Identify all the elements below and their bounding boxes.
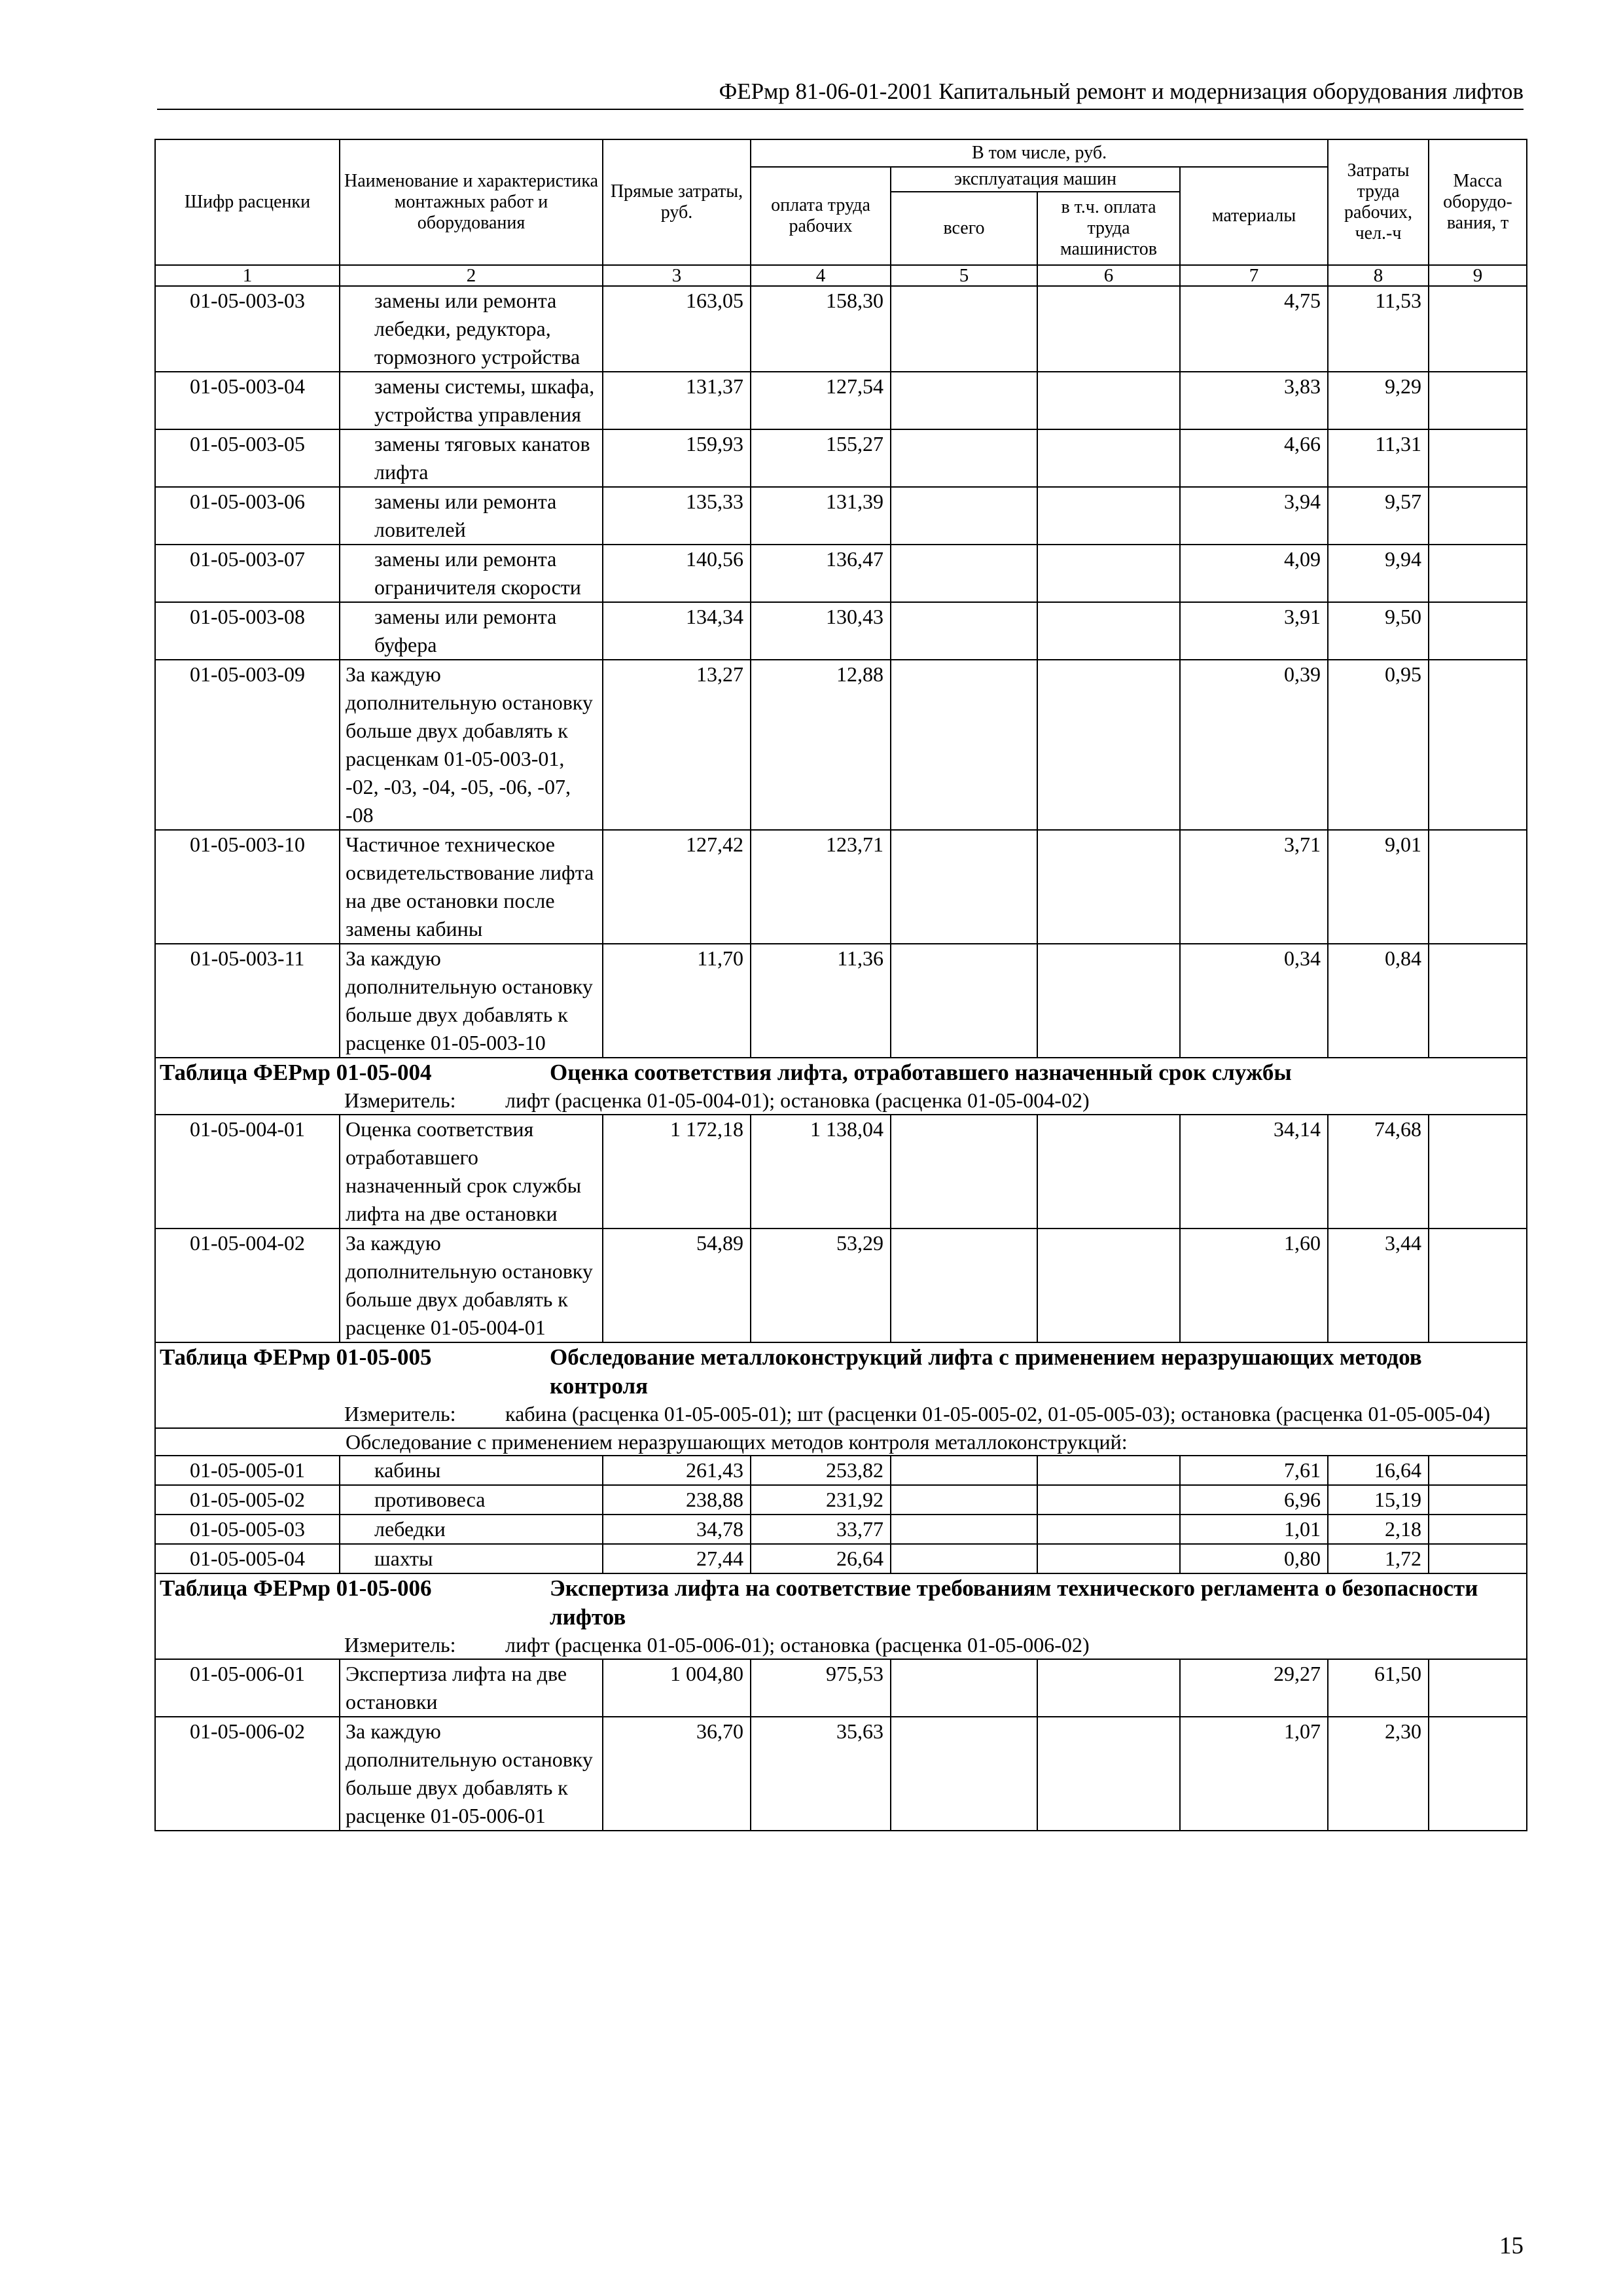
machines-total xyxy=(891,487,1037,545)
materials-cost: 0,80 xyxy=(1180,1544,1328,1573)
rate-code: 01-05-003-04 xyxy=(155,372,340,429)
rate-code: 01-05-003-11 xyxy=(155,944,340,1058)
labor-hours: 1,72 xyxy=(1328,1544,1429,1573)
labor-pay: 975,53 xyxy=(751,1659,891,1717)
meter-label: Измеритель: xyxy=(344,1088,456,1112)
machines-total xyxy=(891,1456,1037,1485)
labor-hours: 0,95 xyxy=(1328,660,1429,830)
materials-cost: 1,07 xyxy=(1180,1717,1328,1831)
machinists-pay xyxy=(1037,487,1180,545)
rate-row xyxy=(155,1544,1527,1573)
rate-code: 01-05-006-01 xyxy=(155,1659,340,1717)
labor-pay: 155,27 xyxy=(751,429,891,487)
machinists-pay xyxy=(1037,1659,1180,1717)
rate-code: 01-05-003-07 xyxy=(155,545,340,602)
machines-total xyxy=(891,545,1037,602)
section-header xyxy=(155,1342,1527,1428)
rate-row xyxy=(155,830,1527,944)
materials-cost: 6,96 xyxy=(1180,1485,1328,1515)
rate-name: замены или ремонта буфера xyxy=(340,602,603,660)
machines-total xyxy=(891,944,1037,1058)
labor-hours: 9,01 xyxy=(1328,830,1429,944)
labor-pay: 26,64 xyxy=(751,1544,891,1573)
table-header xyxy=(155,139,1527,286)
section-header-row xyxy=(155,1342,1527,1428)
col-head-name: Наименование и характеристика монтажных работ и оборудования xyxy=(340,139,603,265)
col-head-code: Шифр расценки xyxy=(155,139,340,265)
labor-pay: 231,92 xyxy=(751,1485,891,1515)
col-number: 4 xyxy=(751,265,891,286)
labor-hours: 15,19 xyxy=(1328,1485,1429,1515)
rate-name: За каждую дополнительную остановку больше двух добавлять к расценкам 01-05-003-01, -02, -03, -04, -05, -06, -07, -08 xyxy=(340,660,603,830)
rate-name: Оценка соответствия отработавшего назначенный срок службы лифта на две остановки xyxy=(340,1115,603,1229)
page-number: 15 xyxy=(1499,2233,1524,2259)
col-number: 3 xyxy=(603,265,751,286)
labor-hours: 9,50 xyxy=(1328,602,1429,660)
labor-pay: 136,47 xyxy=(751,545,891,602)
machinists-pay xyxy=(1037,1515,1180,1544)
materials-cost: 4,66 xyxy=(1180,429,1328,487)
rate-row xyxy=(155,286,1527,372)
labor-hours: 16,64 xyxy=(1328,1456,1429,1485)
machinists-pay xyxy=(1037,944,1180,1058)
meter-text: лифт (расценка 01-05-004-01); остановка (расценка 01-05-004-02) xyxy=(505,1088,1090,1112)
section-id: Таблица ФЕРмр 01-05-004 xyxy=(160,1060,432,1085)
machinists-pay xyxy=(1037,372,1180,429)
labor-hours: 74,68 xyxy=(1328,1115,1429,1229)
section-title: Оценка соответствия лифта, отработавшего назначенный срок службы xyxy=(550,1060,1292,1085)
rate-name: лебедки xyxy=(340,1515,603,1544)
meter-label: Измеритель: xyxy=(344,1402,456,1426)
rate-code: 01-05-003-03 xyxy=(155,286,340,372)
equipment-mass xyxy=(1429,545,1527,602)
subheading: Обследование с применением неразрушающих методов контроля металлоконструкций: xyxy=(155,1428,1527,1456)
labor-pay: 130,43 xyxy=(751,602,891,660)
materials-cost: 29,27 xyxy=(1180,1659,1328,1717)
rate-row xyxy=(155,1717,1527,1831)
materials-cost: 4,09 xyxy=(1180,545,1328,602)
col-number: 2 xyxy=(340,265,603,286)
equipment-mass xyxy=(1429,1456,1527,1485)
equipment-mass xyxy=(1429,1544,1527,1573)
rate-row xyxy=(155,1515,1527,1544)
rate-row xyxy=(155,1456,1527,1485)
direct-cost: 127,42 xyxy=(603,830,751,944)
materials-cost: 3,91 xyxy=(1180,602,1328,660)
labor-pay: 35,63 xyxy=(751,1717,891,1831)
section-header-row xyxy=(155,1058,1527,1115)
rate-code: 01-05-003-05 xyxy=(155,429,340,487)
col-head-direct: Прямые затраты, руб. xyxy=(603,139,751,265)
rate-name: За каждую дополнительную остановку больше двух добавлять к расценке 01-05-003-10 xyxy=(340,944,603,1058)
equipment-mass xyxy=(1429,1485,1527,1515)
materials-cost: 1,60 xyxy=(1180,1229,1328,1342)
rate-code: 01-05-005-01 xyxy=(155,1456,340,1485)
direct-cost: 131,37 xyxy=(603,372,751,429)
rate-code: 01-05-003-10 xyxy=(155,830,340,944)
rate-name: Экспертиза лифта на две остановки xyxy=(340,1659,603,1717)
col-head-machines: эксплуатация машин xyxy=(891,167,1180,192)
rate-row xyxy=(155,602,1527,660)
machines-total xyxy=(891,1485,1037,1515)
rate-name: замены или ремонта ловителей xyxy=(340,487,603,545)
col-number: 7 xyxy=(1180,265,1328,286)
rate-name: кабины xyxy=(340,1456,603,1485)
labor-pay: 1 138,04 xyxy=(751,1115,891,1229)
rate-code: 01-05-004-01 xyxy=(155,1115,340,1229)
labor-hours: 11,53 xyxy=(1328,286,1429,372)
machines-total xyxy=(891,660,1037,830)
col-head-labor-pay: оплата труда рабочих xyxy=(751,167,891,265)
direct-cost: 238,88 xyxy=(603,1485,751,1515)
labor-hours: 9,57 xyxy=(1328,487,1429,545)
materials-cost: 0,39 xyxy=(1180,660,1328,830)
table-body xyxy=(155,286,1527,1831)
equipment-mass xyxy=(1429,286,1527,372)
equipment-mass xyxy=(1429,944,1527,1058)
machinists-pay xyxy=(1037,1115,1180,1229)
rate-name: шахты xyxy=(340,1544,603,1573)
direct-cost: 34,78 xyxy=(603,1515,751,1544)
col-number: 5 xyxy=(891,265,1037,286)
section-id: Таблица ФЕРмр 01-05-006 xyxy=(160,1575,432,1601)
materials-cost: 3,83 xyxy=(1180,372,1328,429)
rate-code: 01-05-003-08 xyxy=(155,602,340,660)
rate-row xyxy=(155,487,1527,545)
section-title: Экспертиза лифта на соответствие требованиям технического регламента о безопасности лифтов xyxy=(550,1575,1478,1630)
equipment-mass xyxy=(1429,372,1527,429)
rate-code: 01-05-005-03 xyxy=(155,1515,340,1544)
labor-hours: 2,30 xyxy=(1328,1717,1429,1831)
machines-total xyxy=(891,1229,1037,1342)
section-header xyxy=(155,1573,1527,1659)
rates-table xyxy=(154,139,1527,1831)
labor-pay: 33,77 xyxy=(751,1515,891,1544)
rate-row xyxy=(155,429,1527,487)
materials-cost: 4,75 xyxy=(1180,286,1328,372)
labor-hours: 9,94 xyxy=(1328,545,1429,602)
direct-cost: 1 172,18 xyxy=(603,1115,751,1229)
rate-name: замены или ремонта лебедки, редуктора, тормозного устройства xyxy=(340,286,603,372)
col-number: 6 xyxy=(1037,265,1180,286)
col-number: 9 xyxy=(1429,265,1527,286)
col-head-materials: материалы xyxy=(1180,167,1328,265)
equipment-mass xyxy=(1429,429,1527,487)
rate-name: противовеса xyxy=(340,1485,603,1515)
col-head-labor: Затраты труда рабочих, чел.-ч xyxy=(1328,139,1429,265)
machinists-pay xyxy=(1037,660,1180,830)
direct-cost: 13,27 xyxy=(603,660,751,830)
direct-cost: 27,44 xyxy=(603,1544,751,1573)
direct-cost: 135,33 xyxy=(603,487,751,545)
machinists-pay xyxy=(1037,1456,1180,1485)
rate-row xyxy=(155,545,1527,602)
rate-code: 01-05-005-04 xyxy=(155,1544,340,1573)
materials-cost: 7,61 xyxy=(1180,1456,1328,1485)
section-header-row xyxy=(155,1573,1527,1659)
col-head-machinists-pay: в т.ч. оплата труда машинистов xyxy=(1037,192,1180,265)
materials-cost: 3,71 xyxy=(1180,830,1328,944)
materials-cost: 3,94 xyxy=(1180,487,1328,545)
direct-cost: 261,43 xyxy=(603,1456,751,1485)
labor-pay: 131,39 xyxy=(751,487,891,545)
equipment-mass xyxy=(1429,1717,1527,1831)
equipment-mass xyxy=(1429,487,1527,545)
meter-text: лифт (расценка 01-05-006-01); остановка (расценка 01-05-006-02) xyxy=(505,1633,1090,1657)
direct-cost: 134,34 xyxy=(603,602,751,660)
section-id: Таблица ФЕРмр 01-05-005 xyxy=(160,1344,432,1370)
direct-cost: 140,56 xyxy=(603,545,751,602)
direct-cost: 54,89 xyxy=(603,1229,751,1342)
machinists-pay xyxy=(1037,1229,1180,1342)
rate-name: Частичное техническое освидетельствование лифта на две остановки после замены кабины xyxy=(340,830,603,944)
labor-pay: 253,82 xyxy=(751,1456,891,1485)
document-header: ФЕРмр 81-06-01-2001 Капитальный ремонт и модернизация оборудования лифтов xyxy=(157,77,1524,110)
machinists-pay xyxy=(1037,830,1180,944)
col-head-incl: В том числе, руб. xyxy=(751,139,1328,167)
machinists-pay xyxy=(1037,545,1180,602)
rate-name: замены тяговых канатов лифта xyxy=(340,429,603,487)
labor-hours: 9,29 xyxy=(1328,372,1429,429)
machinists-pay xyxy=(1037,1485,1180,1515)
machines-total xyxy=(891,429,1037,487)
labor-hours: 11,31 xyxy=(1328,429,1429,487)
equipment-mass xyxy=(1429,1659,1527,1717)
equipment-mass xyxy=(1429,602,1527,660)
rate-code: 01-05-004-02 xyxy=(155,1229,340,1342)
machinists-pay xyxy=(1037,429,1180,487)
machines-total xyxy=(891,1544,1037,1573)
labor-pay: 123,71 xyxy=(751,830,891,944)
section-title: Обследование металлоконструкций лифта с применением неразрушающих методов контроля xyxy=(550,1344,1422,1399)
rate-row xyxy=(155,1485,1527,1515)
machines-total xyxy=(891,1515,1037,1544)
rate-name: замены системы, шкафа, устройства управления xyxy=(340,372,603,429)
rate-code: 01-05-003-06 xyxy=(155,487,340,545)
direct-cost: 159,93 xyxy=(603,429,751,487)
rate-row xyxy=(155,372,1527,429)
labor-pay: 53,29 xyxy=(751,1229,891,1342)
materials-cost: 34,14 xyxy=(1180,1115,1328,1229)
direct-cost: 36,70 xyxy=(603,1717,751,1831)
rate-name: замены или ремонта ограничителя скорости xyxy=(340,545,603,602)
direct-cost: 1 004,80 xyxy=(603,1659,751,1717)
labor-hours: 2,18 xyxy=(1328,1515,1429,1544)
machinists-pay xyxy=(1037,286,1180,372)
machines-total xyxy=(891,1115,1037,1229)
equipment-mass xyxy=(1429,830,1527,944)
col-head-mass: Масса оборудо-вания, т xyxy=(1429,139,1527,265)
machines-total xyxy=(891,1659,1037,1717)
labor-pay: 158,30 xyxy=(751,286,891,372)
col-number: 8 xyxy=(1328,265,1429,286)
rate-row xyxy=(155,1115,1527,1229)
rate-row xyxy=(155,660,1527,830)
labor-pay: 11,36 xyxy=(751,944,891,1058)
machines-total xyxy=(891,602,1037,660)
machinists-pay xyxy=(1037,1717,1180,1831)
equipment-mass xyxy=(1429,1229,1527,1342)
materials-cost: 1,01 xyxy=(1180,1515,1328,1544)
rate-row xyxy=(155,944,1527,1058)
rate-code: 01-05-006-02 xyxy=(155,1717,340,1831)
column-numbers-row xyxy=(155,265,1527,286)
labor-pay: 127,54 xyxy=(751,372,891,429)
rate-code: 01-05-003-09 xyxy=(155,660,340,830)
labor-pay: 12,88 xyxy=(751,660,891,830)
equipment-mass xyxy=(1429,1115,1527,1229)
col-number: 1 xyxy=(155,265,340,286)
labor-hours: 0,84 xyxy=(1328,944,1429,1058)
direct-cost: 11,70 xyxy=(603,944,751,1058)
machines-total xyxy=(891,286,1037,372)
rate-row xyxy=(155,1229,1527,1342)
equipment-mass xyxy=(1429,1515,1527,1544)
section-header xyxy=(155,1058,1527,1115)
meter-text: кабина (расценка 01-05-005-01); шт (расценки 01-05-005-02, 01-05-005-03); остановка (расценка 01-05-005-04) xyxy=(505,1402,1491,1426)
direct-cost: 163,05 xyxy=(603,286,751,372)
equipment-mass xyxy=(1429,660,1527,830)
machines-total xyxy=(891,372,1037,429)
machines-total xyxy=(891,1717,1037,1831)
rate-name: За каждую дополнительную остановку больше двух добавлять к расценке 01-05-004-01 xyxy=(340,1229,603,1342)
rate-name: За каждую дополнительную остановку больше двух добавлять к расценке 01-05-006-01 xyxy=(340,1717,603,1831)
meter-label: Измеритель: xyxy=(344,1633,456,1657)
rate-row xyxy=(155,1659,1527,1717)
machines-total xyxy=(891,830,1037,944)
labor-hours: 3,44 xyxy=(1328,1229,1429,1342)
machinists-pay xyxy=(1037,1544,1180,1573)
machinists-pay xyxy=(1037,602,1180,660)
col-head-machines-total: всего xyxy=(891,192,1037,265)
labor-hours: 61,50 xyxy=(1328,1659,1429,1717)
rate-code: 01-05-005-02 xyxy=(155,1485,340,1515)
materials-cost: 0,34 xyxy=(1180,944,1328,1058)
